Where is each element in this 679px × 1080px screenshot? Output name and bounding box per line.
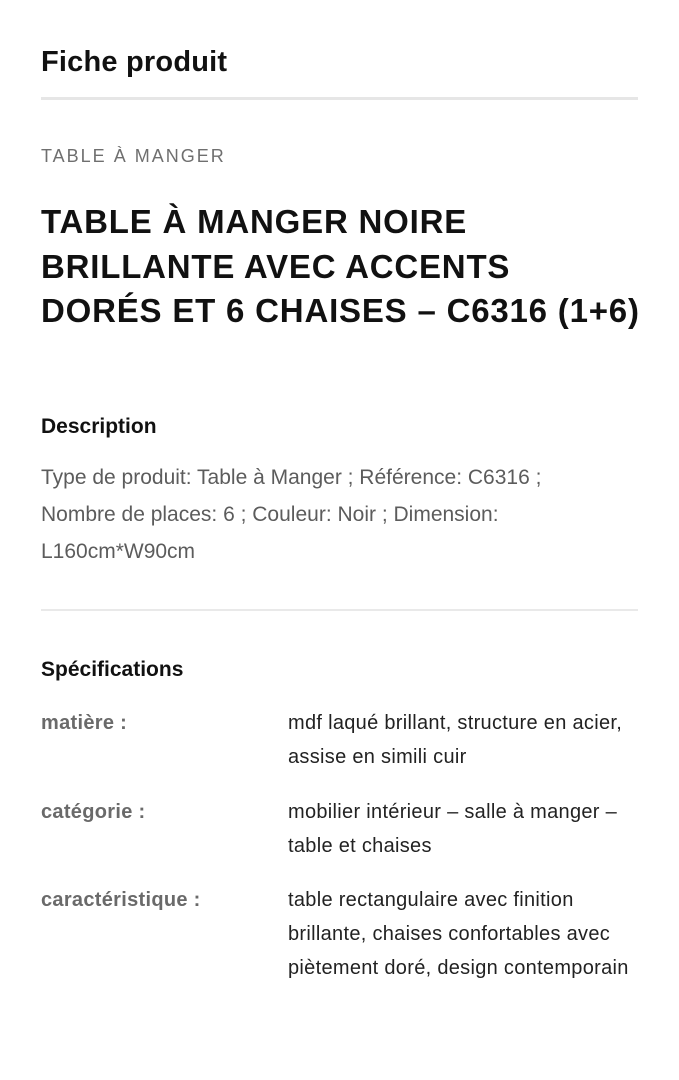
- spec-label: catégorie :: [41, 801, 146, 823]
- spec-label: caractéristique :: [41, 889, 201, 911]
- page-title: Fiche produit: [41, 46, 228, 78]
- spec-label: matière :: [41, 712, 128, 734]
- description-heading: Description: [41, 415, 157, 438]
- product-category: TABLE À MANGER: [41, 146, 226, 166]
- description-text: Type de produit: Table à Manger ; Référence: C6316 ; Nombre de places: 6 ; Couleur: Noir ; Dimension: L160cm*W90cm: [41, 466, 542, 563]
- spec-value: mobilier intérieur – salle à manger – table et chaises: [288, 801, 618, 857]
- section-divider: [41, 609, 638, 611]
- product-title: TABLE À MANGER NOIRE BRILLANTE AVEC ACCENTS DORÉS ET 6 CHAISES – C6316 (1+6): [41, 203, 640, 329]
- header-divider: [41, 97, 638, 100]
- spec-value: mdf laqué brillant, structure en acier, assise en simili cuir: [288, 712, 623, 768]
- specifications-heading: Spécifications: [41, 658, 184, 681]
- spec-value: table rectangulaire avec finition brillante, chaises confortables avec piètement doré, design contemporain: [288, 889, 629, 979]
